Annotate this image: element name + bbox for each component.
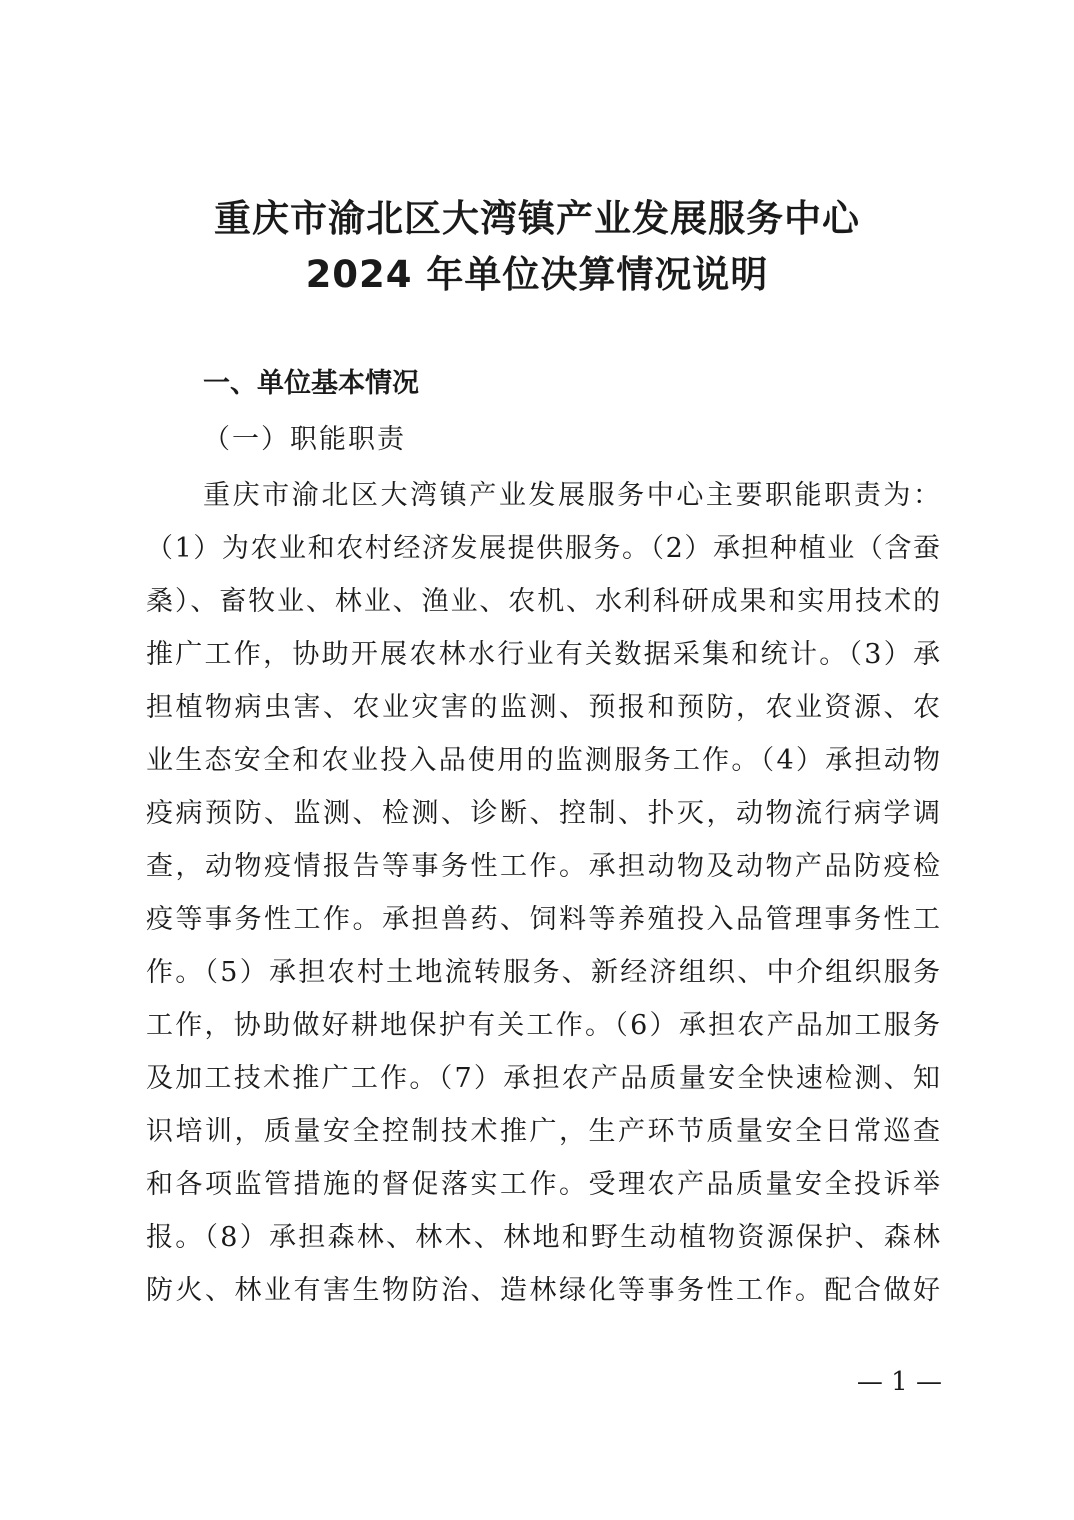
section-heading: 一、单位基本情况 (203, 368, 419, 399)
body-line: 识培训，质量安全控制技术推广，生产环节质量安全日常巡查 (146, 1116, 940, 1147)
body-line: （1）为农业和农村经济发展提供服务。（2）承担种植业（含蚕 (146, 533, 940, 564)
body-line: 疫病预防、监测、检测、诊断、控制、扑灭，动物流行病学调 (146, 798, 940, 829)
body-line: 及加工技术推广工作。（7）承担农产品质量安全快速检测、知 (146, 1063, 940, 1094)
document-title-line-2: 2024 年单位决算情况说明 (305, 253, 769, 296)
subsection-heading: （一）职能职责 (203, 424, 406, 455)
body-line: 工作，协助做好耕地保护有关工作。（6）承担农产品加工服务 (146, 1010, 940, 1041)
body-line: 疫等事务性工作。承担兽药、饲料等养殖投入品管理事务性工 (146, 904, 940, 935)
body-line: 防火、林业有害生物防治、造林绿化等事务性工作。配合做好 (146, 1275, 940, 1306)
body-line: 作。（5）承担农村土地流转服务、新经济组织、中介组织服务 (146, 957, 940, 988)
body-line: 推广工作，协助开展农林水行业有关数据采集和统计。（3）承 (146, 639, 940, 670)
body-line: 报。（8）承担森林、林木、林地和野生动植物资源保护、森林 (146, 1222, 940, 1253)
document-title-line-1: 重庆市渝北区大湾镇产业发展服务中心 (214, 197, 860, 240)
body-line: 重庆市渝北区大湾镇产业发展服务中心主要职能职责为： (203, 480, 940, 511)
body-line: 业生态安全和农业投入品使用的监测服务工作。（4）承担动物 (146, 745, 940, 776)
body-line: 和各项监管措施的督促落实工作。受理农产品质量安全投诉举 (146, 1169, 940, 1200)
body-line: 桑）、畜牧业、林业、渔业、农机、水利科研成果和实用技术的 (146, 586, 940, 617)
page-number: — 1 — (856, 1367, 942, 1397)
body-line: 查，动物疫情报告等事务性工作。承担动物及动物产品防疫检 (146, 851, 940, 882)
body-line: 担植物病虫害、农业灾害的监测、预报和预防，农业资源、农 (146, 692, 940, 723)
